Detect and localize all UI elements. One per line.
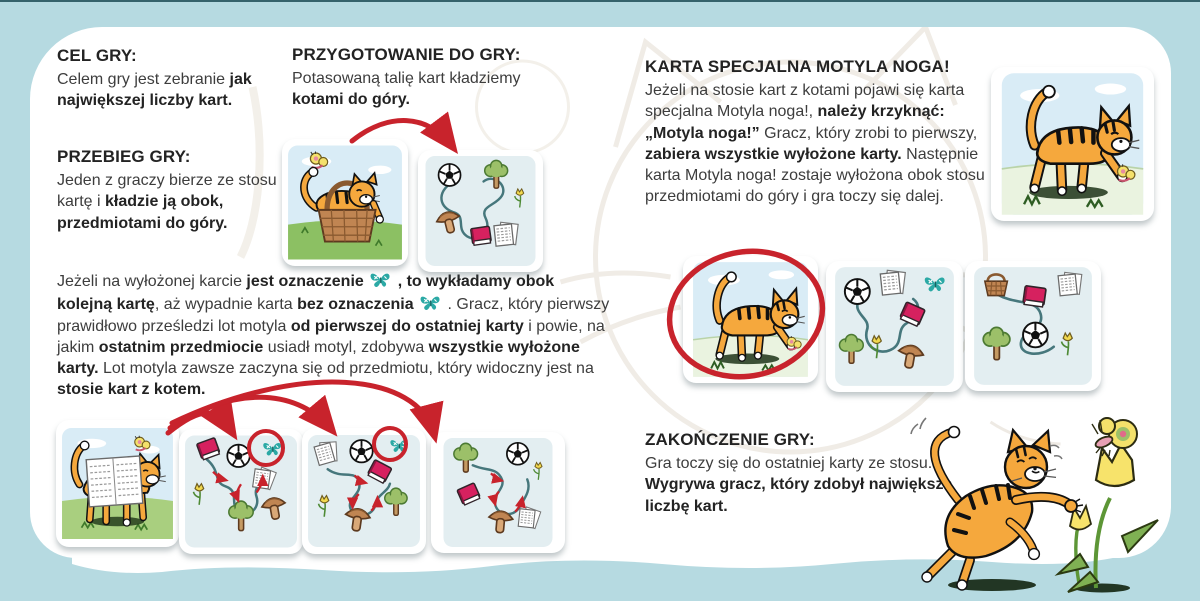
cat-leaping-at-flower-illustration: [874, 404, 1176, 600]
zakonczenie-body: Gra toczy się do ostatniej karty ze stosu. Wygrywa gracz, który zdobył największą liczbę kart.: [645, 455, 953, 515]
section-przygotowanie: [292, 45, 548, 111]
karta-specjalna-body: Jeżeli na stosie kart z kotami pojawi się karta specjalna Motyla noga!, należy krzyknąć: „Motyla noga!” Gracz, który zrobi to pierwszy, zabiera wszystkie wyłożone karty. Następnie karta Motyla noga! zostaje wyłożona obok stosu przedmiotami do góry i gra toczy się dalej.: [645, 82, 985, 206]
card-cat-special-top-right: [991, 67, 1154, 221]
przebieg-gry-heading: PRZEBIEG GRY:: [57, 147, 191, 166]
newspaper-icon: [1058, 272, 1082, 295]
zakonczenie-heading: ZAKOŃCZENIE GRY:: [645, 430, 815, 449]
card-cat-newspaper: [56, 420, 179, 547]
card-flight-2: [302, 428, 426, 554]
przygotowanie-heading: PRZYGOTOWANIE DO GRY:: [292, 45, 521, 64]
card-objects-path-prep: [418, 150, 543, 272]
przebieg-details-body: Jeżeli na wyłożonej karcie jest oznaczenie , to wykładamy obok kolejną kartę, aż wypadnie karta bez oznaczenia . Gracz, który pierwszy prawidłowo prześledzi lot motyla od pierwszej do ostatniej karty i powie, na jakim ostatnim przedmiocie usiadł motyl, zdobywa wszystkie wyłożone karty. Lot motyla zawsze zaczyna się od przedmiotu, który widoczny jest na stosie kart z kotem.: [57, 269, 613, 401]
soccer-ball-icon: [227, 445, 249, 467]
leaping-cat: [911, 418, 1083, 590]
section-cel-gry: [57, 46, 289, 112]
book-icon: [1023, 286, 1046, 307]
top-border-line: [0, 0, 1200, 2]
card-flight-1: [179, 429, 303, 554]
karta-specjalna-heading: KARTA SPECJALNA MOTYLA NOGA!: [645, 57, 950, 76]
soccer-ball-icon: [1023, 323, 1048, 348]
soccer-ball-icon: [507, 443, 529, 465]
newspaper-icon: [494, 222, 518, 246]
section-karta-specjalna: [645, 57, 995, 208]
card-cat-special-circled: [683, 256, 818, 383]
przebieg-gry-body: Jeden z graczy bierze ze stosu kartę i kładzie ją obok, przedmiotami do góry.: [57, 172, 277, 232]
newspaper-icon: [880, 270, 905, 295]
card-cat-in-basket: [282, 139, 408, 266]
card-objects-no-mark: [965, 261, 1101, 391]
book-icon: [471, 226, 492, 245]
section-przebieg-gry: [57, 147, 293, 234]
butterfly-mark-icon: [420, 292, 441, 310]
card-objects-with-mark: [826, 261, 963, 392]
cel-gry-heading: CEL GRY:: [57, 46, 137, 65]
soccer-ball-icon: [439, 164, 461, 186]
soccer-ball-icon: [350, 440, 372, 462]
butterfly-mark-icon: [370, 269, 391, 287]
przygotowanie-body: Potasowaną talię kart kładziemy kotami do góry.: [292, 70, 521, 109]
card-flight-3-no-mark: [431, 432, 565, 553]
section-przebieg-details: [57, 269, 613, 401]
cel-gry-body: Celem gry jest zebranie jak największej liczby kart.: [57, 71, 252, 110]
soccer-ball-icon: [845, 279, 870, 304]
